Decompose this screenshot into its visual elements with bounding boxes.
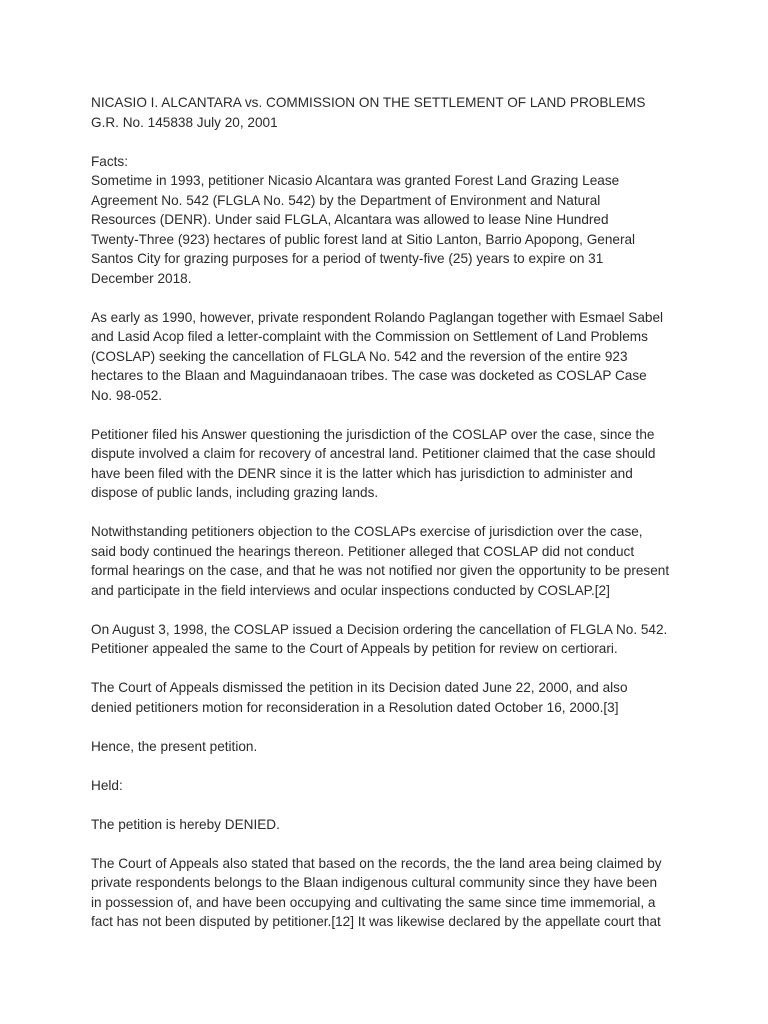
text-line: have been filed with the DENR since it is the latter which has jurisdiction to administer and: [91, 465, 633, 481]
text-line: The petition is hereby DENIED.: [91, 816, 280, 832]
text-line: Santos City for grazing purposes for a period of twenty-five (25) years to expire on 31: [91, 251, 604, 266]
text-line: Petitioner filed his Answer questioning the jurisdiction of the COSLAP over the case, since the: [91, 426, 655, 442]
text-line: Held:: [91, 777, 123, 793]
paragraph: [91, 737, 708, 757]
text-line: Resources (DENR). Under said FLGLA, Alcantara was allowed to lease Nine Hundred: [91, 212, 609, 227]
paragraph: [91, 776, 708, 796]
text-line: formal hearings on the case, and that he was not notified nor given the opportunity to be present: [91, 563, 670, 578]
text-line: No. 98-052.: [91, 387, 163, 403]
text-line: fact has not been disputed by petitioner.[12] It was likewise declared by the appellate court that: [91, 914, 661, 929]
paragraph: [91, 620, 708, 659]
text-line: denied petitioners motion for reconsideration in a Resolution dated October 16, 2000.[3]: [91, 699, 619, 715]
paragraph: [91, 152, 708, 289]
text-line: said body continued the hearings thereon. Petitioner alleged that COSLAP did not conduct: [91, 543, 635, 559]
text-line: and participate in the field interviews and ocular inspections conducted by COSLAP.[2]: [91, 582, 610, 598]
case-citation: G.R. No. 145838 July 20, 2001: [91, 114, 278, 130]
text-line: dispute involved a claim for recovery of ancestral land. Petitioner claimed that the case should: [91, 446, 656, 461]
paragraph: [91, 678, 708, 717]
paragraph: [91, 308, 708, 406]
text-line: Notwithstanding petitioners objection to the COSLAPs exercise of jurisdiction over the case,: [91, 524, 643, 539]
text-line: The Court of Appeals also stated that based on the records, the the land area being claimed by: [91, 855, 662, 871]
text-line: Sometime in 1993, petitioner Nicasio Alcantara was granted Forest Land Grazing Lease: [91, 173, 620, 188]
text-line: As early as 1990, however, private respondent Rolando Paglangan together with Esmael Sabel: [91, 309, 664, 325]
case-title: NICASIO I. ALCANTARA vs. COMMISSION ON THE SETTLEMENT OF LAND PROBLEMS: [91, 95, 646, 110]
text-line: Facts:: [91, 153, 129, 169]
text-line: The Court of Appeals dismissed the petition in its Decision dated June 22, 2000, and also: [91, 680, 628, 695]
paragraph: [91, 815, 708, 835]
text-line: (COSLAP) seeking the cancellation of FLGLA No. 542 and the reversion of the entire 923: [91, 348, 628, 364]
text-line: in possession of, and have been occupying and cultivating the same since time immemorial, a: [91, 894, 656, 910]
text-line: On August 3, 1998, the COSLAP issued a Decision ordering the cancellation of FLGLA No. 542.: [91, 621, 668, 637]
text-line: Hence, the present petition.: [91, 738, 258, 754]
text-line: December 2018.: [91, 270, 192, 286]
document-header: [91, 93, 708, 132]
paragraph: [91, 854, 708, 932]
text-line: Twenty-Three (923) hectares of public forest land at Sitio Lanton, Barrio Apopong, General: [91, 231, 636, 247]
paragraph: [91, 522, 708, 600]
paragraph: [91, 425, 708, 503]
text-line: and Lasid Acop filed a letter-complaint with the Commission on Settlement of Land Problems: [91, 329, 648, 344]
text-line: Agreement No. 542 (FLGLA No. 542) by the Department of Environment and Natural: [91, 192, 601, 208]
text-line: private respondents belongs to the Blaan indigenous cultural community since they have been: [91, 875, 658, 890]
text-line: dispose of public lands, including grazing lands.: [91, 485, 379, 500]
document-body: [91, 152, 708, 932]
text-line: Petitioner appealed the same to the Court of Appeals by petition for review on certiorari.: [91, 641, 618, 656]
text-line: hectares to the Blaan and Maguindanaoan tribes. The case was docketed as COSLAP Case: [91, 368, 647, 383]
